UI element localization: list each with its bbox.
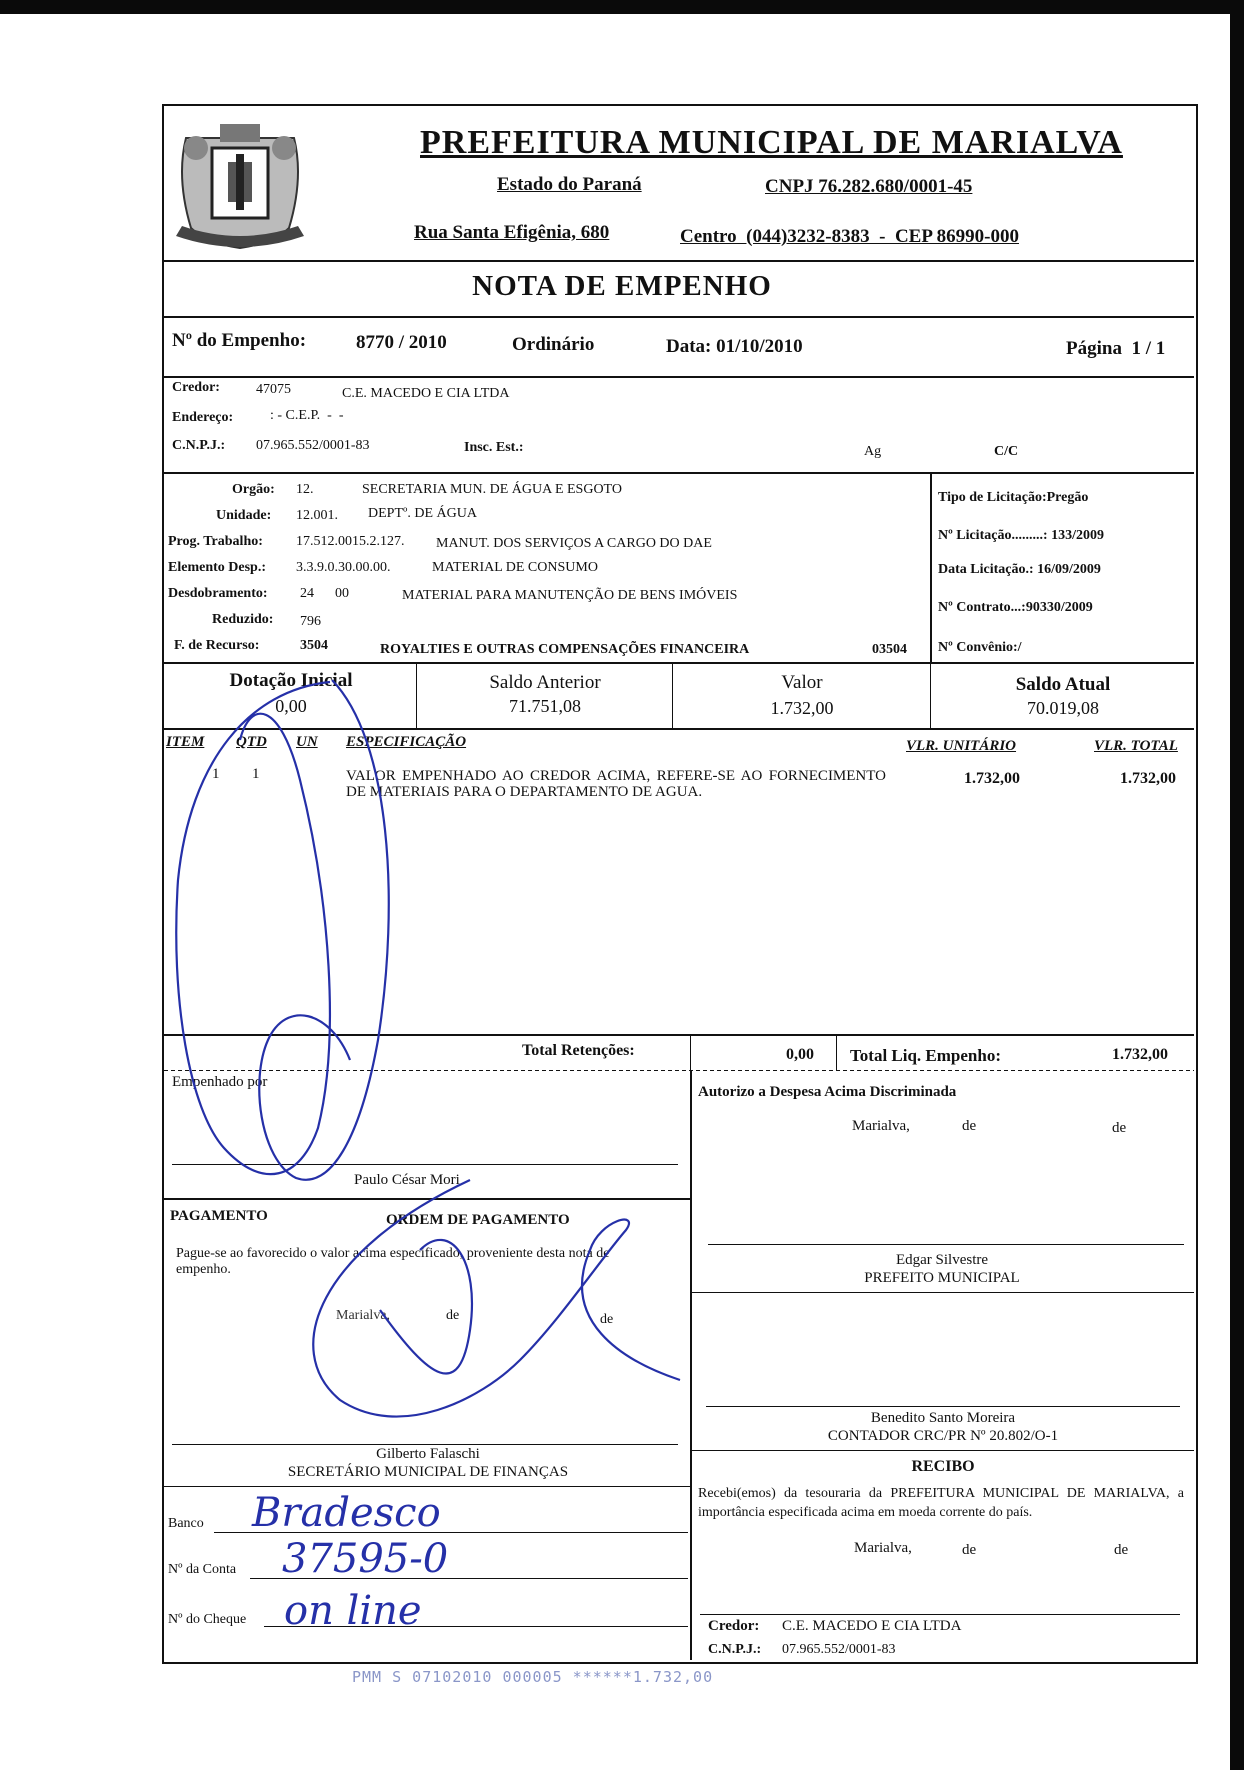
data-licitacao: Data Licitação.: 16/09/2009: [938, 562, 1101, 577]
saldo-atual-label: Saldo Atual: [1015, 674, 1111, 695]
item-spec: VALOR EMPENHADO AO CREDOR ACIMA, REFERE-SE AO FORNECIMENTO DE MATERIAIS PARA O DEPARTAMENTO DE AGUA.: [346, 768, 886, 800]
orgao-code: 12.: [296, 482, 314, 497]
contador-title: CONTADOR CRC/PR Nº 20.802/O-1: [827, 1428, 1059, 1444]
prefeito-title: PREFEITO MUNICIPAL: [864, 1270, 1020, 1286]
banco-label: Banco: [168, 1516, 204, 1531]
recibo-de-2: de: [1114, 1542, 1129, 1558]
numero-convenio: Nº Convênio:/: [938, 640, 1022, 655]
cheque-label: Nº do Cheque: [168, 1612, 247, 1627]
retencoes-label: Total Retenções:: [522, 1042, 635, 1059]
tipo-licitacao: Tipo de Licitação:Pregão: [938, 490, 1089, 505]
cnpj-credor-value: 07.965.552/0001-83: [256, 438, 370, 453]
pagamento-local: Marialva,: [336, 1308, 391, 1323]
coat-of-arms-icon: [166, 118, 314, 258]
empenho-type: Ordinário: [512, 334, 595, 355]
col-item: ITEM: [166, 734, 205, 750]
page-title: PREFEITURA MUNICIPAL DE MARIALVA: [420, 124, 1123, 161]
pagamento-de-1: de: [446, 1308, 460, 1323]
scan-border-top: [0, 0, 1244, 14]
saldo-anterior-label: Saldo Anterior: [489, 672, 601, 693]
empenho-date: Data: 01/10/2010: [666, 336, 803, 357]
unidade-label: Unidade:: [216, 508, 272, 523]
autorizo-de-1: de: [962, 1118, 977, 1134]
cnpj-label: CNPJ 76.282.680/0001-45: [765, 176, 973, 197]
item-number: 1: [212, 766, 220, 782]
desdobramento-name: MATERIAL PARA MANUTENÇÃO DE BENS IMÓVEIS: [402, 588, 738, 603]
cheque-value: on line: [284, 1588, 422, 1634]
empenho-number: 8770 / 2010: [356, 332, 447, 353]
banco-value: Bradesco: [252, 1490, 441, 1536]
empenhado-por-label: Empenhado por: [172, 1074, 268, 1090]
autorizo-local: Marialva,: [852, 1118, 910, 1134]
empenhado-name: Paulo César Mori: [354, 1172, 460, 1188]
scan-border-right: [1230, 0, 1244, 1770]
item-unit-value: 1.732,00: [964, 770, 1020, 787]
orgao-name: SECRETARIA MUN. DE ÁGUA E ESGOTO: [362, 482, 622, 497]
col-especificacao: ESPECIFICAÇÃO: [346, 734, 467, 750]
pagamento-label: PAGAMENTO: [170, 1208, 268, 1224]
elemento-name: MATERIAL DE CONSUMO: [432, 560, 598, 575]
page-number: Página 1 / 1: [1066, 338, 1166, 359]
reduzido-label: Reduzido:: [212, 612, 274, 627]
liq-empenho-label: Total Liq. Empenho:: [850, 1046, 1001, 1065]
elemento-label: Elemento Desp.:: [168, 560, 266, 575]
desdobramento-code: 24 00: [300, 586, 349, 601]
secretario-name: Gilberto Falaschi: [376, 1446, 480, 1462]
pague-text: Pague-se ao favorecido o valor acima especificado, proveniente desta nota de empenho.: [176, 1246, 610, 1277]
recibo-de-1: de: [962, 1542, 977, 1558]
recibo-label: RECIBO: [911, 1458, 975, 1475]
orgao-label: Orgão:: [232, 482, 275, 497]
endereco-value: : - C.E.P. - -: [270, 408, 344, 423]
valor-label: Valor: [781, 672, 823, 693]
contador-name: Benedito Santo Moreira: [870, 1410, 1016, 1426]
empenho-number-label: Nº do Empenho:: [172, 330, 307, 351]
liq-empenho-value: 1.732,00: [1112, 1046, 1168, 1063]
footer-cnpj-label: C.N.P.J.:: [708, 1642, 762, 1657]
unidade-name: DEPTº. DE ÁGUA: [368, 506, 477, 521]
saldo-anterior-value: 71.751,08: [509, 696, 581, 716]
secretario-title: SECRETÁRIO MUNICIPAL DE FINANÇAS: [287, 1464, 569, 1480]
col-vlr-total: VLR. TOTAL: [1094, 738, 1178, 754]
credor-label: Credor:: [172, 380, 220, 395]
prog-trabalho-label: Prog. Trabalho:: [168, 534, 263, 549]
col-qtd: QTD: [236, 734, 267, 750]
numero-contrato: Nº Contrato...:90330/2009: [938, 600, 1093, 615]
recurso-code: 3504: [300, 638, 328, 653]
unidade-code: 12.001.: [296, 508, 338, 523]
recibo-local: Marialva,: [854, 1540, 912, 1556]
recurso-number: 03504: [872, 642, 907, 657]
reduzido-value: 796: [300, 614, 321, 629]
conta-value: 37595-0: [282, 1536, 449, 1582]
item-total-value: 1.732,00: [1120, 770, 1176, 787]
state-label: Estado do Paraná: [497, 174, 642, 195]
payment-stamp: PMM S 07102010 000005 ******1.732,00: [352, 1668, 714, 1686]
autorizo-label: Autorizo a Despesa Acima Discriminada: [698, 1084, 957, 1100]
contact-label: Centro (044)3232-8383 - CEP 86990-000: [680, 226, 1019, 247]
valor-value: 1.732,00: [770, 698, 834, 718]
numero-licitacao: Nº Licitação.........: 133/2009: [938, 528, 1104, 543]
document-title: NOTA DE EMPENHO: [472, 270, 772, 302]
desdobramento-label: Desdobramento:: [168, 586, 268, 601]
conta-label: Nº da Conta: [168, 1562, 237, 1577]
footer-cnpj-value: 07.965.552/0001-83: [782, 1642, 896, 1657]
address-label: Rua Santa Efigênia, 680: [414, 222, 610, 243]
credor-name: C.E. MACEDO E CIA LTDA: [342, 386, 510, 401]
prog-trabalho-code: 17.512.0015.2.127.: [296, 534, 405, 549]
cnpj-credor-label: C.N.P.J.:: [172, 438, 226, 453]
footer-credor-label: Credor:: [708, 1618, 760, 1634]
item-qtd: 1: [252, 766, 260, 782]
endereco-label: Endereço:: [172, 410, 234, 425]
prog-trabalho-name: MANUT. DOS SERVIÇOS A CARGO DO DAE: [436, 536, 712, 551]
credor-code: 47075: [256, 382, 291, 397]
insc-est-label: Insc. Est.:: [464, 440, 524, 455]
saldo-atual-value: 70.019,08: [1027, 698, 1099, 718]
col-vlr-unitario: VLR. UNITÁRIO: [906, 738, 1017, 754]
col-un: UN: [296, 734, 318, 750]
prefeito-name: Edgar Silvestre: [895, 1252, 989, 1268]
conta-corrente-label: C/C: [994, 444, 1019, 459]
retencoes-value: 0,00: [786, 1046, 814, 1063]
elemento-code: 3.3.9.0.30.00.00.: [296, 560, 391, 575]
ordem-pagamento-label: ORDEM DE PAGAMENTO: [386, 1212, 570, 1228]
footer-credor-name: C.E. MACEDO E CIA LTDA: [782, 1618, 962, 1634]
pagamento-de-2: de: [600, 1312, 614, 1327]
recibo-text: Recebi(emos) da tesouraria da PREFEITURA MUNICIPAL DE MARIALVA, a importância especificada acima em moeda corrente do país.: [698, 1486, 1184, 1520]
autorizo-de-2: de: [1112, 1120, 1127, 1136]
recurso-name: ROYALTIES E OUTRAS COMPENSAÇÕES FINANCEIRA: [380, 642, 750, 657]
recurso-label: F. de Recurso:: [174, 638, 260, 653]
agencia-label: Ag: [864, 444, 882, 459]
dotacao-label: Dotação Inicial: [229, 670, 353, 691]
dotacao-value: 0,00: [275, 696, 307, 716]
